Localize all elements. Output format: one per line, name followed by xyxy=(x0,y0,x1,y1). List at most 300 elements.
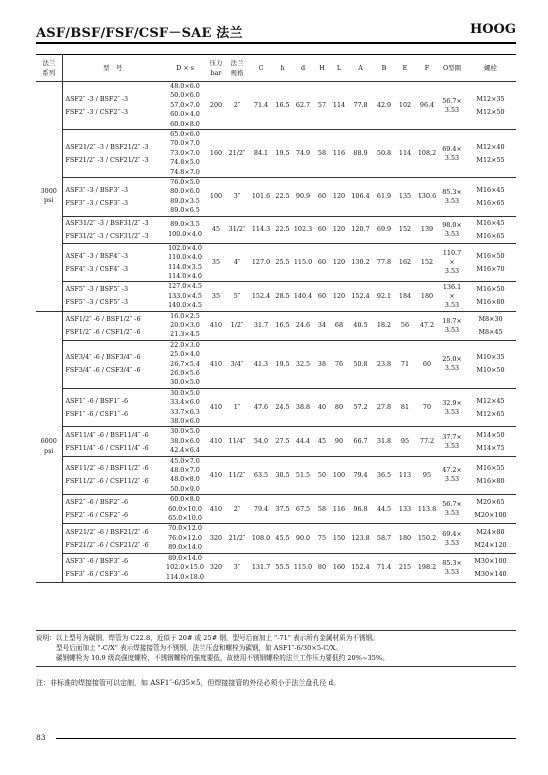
cell-bolt-line: M12×50 xyxy=(476,107,505,116)
cell-size-line: 74.8×7.0 xyxy=(170,167,200,176)
cell-oring xyxy=(439,495,465,524)
cell-size-line: 30.0×5.0 xyxy=(170,378,200,387)
cell-c: 152.4 xyxy=(249,282,273,311)
cell-model-line: FSF11/2″ -6 / CSF11/2″ -6 xyxy=(65,477,149,486)
cell-bolt-line: M16×65 xyxy=(476,198,505,207)
cell-b: 77.8 xyxy=(373,243,395,282)
cell-bolt xyxy=(465,282,516,311)
cell-oring-line: 37.7× xyxy=(442,432,462,441)
cell-size-line: 76.0×5.0 xyxy=(170,178,200,187)
note-line: 碳钢螺栓为 10.9 级高强度螺栓，不锈钢螺栓的强度要低，故使用不锈钢螺栓的法兰工作压力要低约 20%~35%。 xyxy=(56,654,389,662)
cell-flange-spec: 3/4″ xyxy=(225,340,249,388)
cell-size xyxy=(163,82,207,130)
cell-model-line: ASF11/2″ -6 / BSF11/2″ -6 xyxy=(65,464,149,473)
cell-a: 77.8 xyxy=(348,82,373,130)
cell-pressure: 410 xyxy=(207,388,225,427)
footer-rule xyxy=(56,738,516,739)
cell-model xyxy=(62,243,163,282)
cell-oring-line: 3.53 xyxy=(444,196,460,205)
cell-d: 115.0 xyxy=(292,553,314,582)
col-header-spec: 法兰 规格 xyxy=(225,55,249,82)
cell-l: 150 xyxy=(330,524,348,553)
cell-f: 130.6 xyxy=(415,178,439,217)
cell-b: 69.9 xyxy=(373,216,395,243)
series-label: psi xyxy=(44,446,54,455)
cell-size-line: 57.0×7.0 xyxy=(170,100,200,109)
cell-oring-line: 85.3× xyxy=(442,558,462,567)
cell-pressure: 410 xyxy=(207,495,225,524)
cell-l: 100 xyxy=(330,456,348,495)
cell-size-line: 33.7×6.3 xyxy=(170,407,200,416)
cell-bolt-line: M16×65 xyxy=(476,231,505,240)
cell-oring-line: 110.7 xyxy=(442,249,462,257)
cell-size-line: 80.0×6.0 xyxy=(170,187,200,196)
cell-size xyxy=(163,311,207,340)
cell-oring-line: 98.0× xyxy=(442,220,462,229)
cell-size-line: 26.7×5.4 xyxy=(170,359,200,368)
cell-oring xyxy=(439,524,465,553)
cell-l: 120 xyxy=(330,216,348,243)
cell-bolt xyxy=(465,495,516,524)
cell-d: 102.3 xyxy=(292,216,314,243)
cell-c: 127.0 xyxy=(249,243,273,282)
cell-model-line: FSF1/2″ -6 / CSF1/2″ -6 xyxy=(65,327,141,336)
cell-pressure: 160 xyxy=(207,130,225,178)
cell-a: 79.4 xyxy=(348,456,373,495)
col-header-h: h xyxy=(273,55,292,82)
cell-hh: 60 xyxy=(314,243,330,282)
cell-model-line: FSF4″ -3 / CSF4″ -3 xyxy=(65,264,129,273)
cell-oring xyxy=(439,282,465,311)
cell-l: 120 xyxy=(330,178,348,217)
cell-oring-line: 3.53 xyxy=(444,267,460,275)
cell-bolt-line: M24×120 xyxy=(474,540,507,549)
cell-f: 47.2 xyxy=(415,311,439,340)
cell-hh: 60 xyxy=(314,216,330,243)
cell-d: 44.4 xyxy=(292,427,314,456)
cell-oring xyxy=(439,340,465,388)
cell-bolt-line: M10×50 xyxy=(476,366,505,375)
cell-size-line: 38.0×6.0 xyxy=(170,436,200,445)
cell-l: 76 xyxy=(330,340,348,388)
cell-a: 123.8 xyxy=(348,524,373,553)
cell-size-line: 100.0×4.0 xyxy=(168,229,202,238)
cell-model-line: ASF1/2″ -6 / BSF1/2″ -6 xyxy=(65,314,141,323)
cell-size-line: 50.0×9.0 xyxy=(170,484,200,493)
cell-oring-line: 3.53 xyxy=(444,475,460,484)
col-header-bolt: 螺栓 xyxy=(465,55,516,82)
cell-bolt-line: M12×55 xyxy=(476,155,505,164)
cell-h: 27.5 xyxy=(273,427,292,456)
col-header-pressure: 压力 bar xyxy=(207,55,225,82)
cell-model xyxy=(62,456,163,495)
cell-flange-spec: 11/2″ xyxy=(225,456,249,495)
footnote: 注：非标准的焊接接管可以定制，如 ASF1″-6/35×5，但焊接接管的外径必须小于法兰盘孔径 d。 xyxy=(36,679,341,687)
cell-bolt-line: M30×100 xyxy=(474,556,507,565)
col-header-e: E xyxy=(395,55,415,82)
table-row xyxy=(36,282,516,311)
cell-b: 36.5 xyxy=(373,456,395,495)
cell-oring-line: 18.7× xyxy=(442,316,462,325)
cell-bolt xyxy=(465,553,516,582)
cell-size-line: 26.9×5.6 xyxy=(170,368,200,377)
cell-l: 120 xyxy=(330,282,348,311)
col-header-dxs: D × s xyxy=(163,55,207,82)
cell-e: 71 xyxy=(395,340,415,388)
cell-e: 113 xyxy=(395,456,415,495)
cell-bolt-line: M20×100 xyxy=(474,511,507,520)
cell-f: 198.2 xyxy=(415,553,439,582)
table-row xyxy=(36,216,516,243)
cell-oring-line: 3.53 xyxy=(444,441,460,450)
table-row xyxy=(36,553,516,582)
cell-a: 66.7 xyxy=(348,427,373,456)
cell-d: 90.9 xyxy=(292,178,314,217)
cell-pressure: 410 xyxy=(207,456,225,495)
cell-hh: 60 xyxy=(314,178,330,217)
cell-size-line: 70.0×12.0 xyxy=(168,524,202,533)
cell-bolt xyxy=(465,388,516,427)
cell-f: 180 xyxy=(415,282,439,311)
page-number: 83 xyxy=(36,733,46,742)
cell-oring xyxy=(439,178,465,217)
cell-h: 45.5 xyxy=(273,524,292,553)
cell-model xyxy=(62,495,163,524)
page-header xyxy=(36,22,516,42)
cell-size-line: 48.0×8.0 xyxy=(170,475,200,484)
table-row xyxy=(36,456,516,495)
cell-model-line: FSF21/2″ -6 / CSF21/2″ -6 xyxy=(65,540,149,549)
cell-size xyxy=(163,130,207,178)
cell-d: 74.9 xyxy=(292,130,314,178)
cell-f: 70 xyxy=(415,388,439,427)
cell-model-line: FSF31/2″ -3 / CSF31/2″ -3 xyxy=(65,231,149,240)
cell-oring-line: 3.53 xyxy=(444,567,460,576)
cell-model xyxy=(62,524,163,553)
cell-size xyxy=(163,524,207,553)
cell-b: 27.8 xyxy=(373,388,395,427)
cell-size-line: 48.0×7.0 xyxy=(170,466,200,475)
cell-d: 140.4 xyxy=(292,282,314,311)
cell-size-line: 114.0×18.0 xyxy=(166,572,204,581)
flange-spec-table xyxy=(36,54,516,583)
cell-d: 90.0 xyxy=(292,524,314,553)
cell-h: 22.5 xyxy=(273,178,292,217)
cell-model xyxy=(62,388,163,427)
cell-size xyxy=(163,340,207,388)
cell-model-line: FSF2″ -6 / CSF2″ -6 xyxy=(65,511,129,520)
cell-bolt-line: M20×65 xyxy=(476,498,505,507)
cell-bolt xyxy=(465,427,516,456)
cell-c: 54.0 xyxy=(249,427,273,456)
cell-l: 80 xyxy=(330,388,348,427)
cell-oring-line: 56.7× xyxy=(442,500,462,509)
cell-oring xyxy=(439,216,465,243)
cell-model-line: ASF21/2″ -3 / BSF21/2″ -3 xyxy=(65,142,149,151)
cell-oring xyxy=(439,311,465,340)
cell-hh: 45 xyxy=(314,427,330,456)
cell-bolt xyxy=(465,243,516,282)
table-row xyxy=(36,130,516,178)
cell-oring-line: 69.4× xyxy=(442,144,462,153)
cell-c: 71.4 xyxy=(249,82,273,130)
cell-bolt xyxy=(465,340,516,388)
cell-size-line: 30.0×5.0 xyxy=(170,388,200,397)
cell-size-line: 73.0×7.0 xyxy=(170,148,200,157)
cell-model xyxy=(62,216,163,243)
cell-bolt-line: M16×45 xyxy=(476,185,505,194)
cell-hh: 50 xyxy=(314,456,330,495)
cell-model-line: FSF3″ -3 / CSF3″ -3 xyxy=(65,198,129,207)
cell-oring-line: 3.53 xyxy=(444,538,460,547)
cell-model-line: FSF3/4″ -6 / CSF3/4″ -6 xyxy=(65,366,141,375)
cell-f: 95 xyxy=(415,456,439,495)
cell-model xyxy=(62,282,163,311)
table-header-row xyxy=(36,55,516,82)
cell-size-line: 76.0×12.0 xyxy=(168,533,202,542)
cell-bolt xyxy=(465,524,516,553)
cell-oring-line: 85.3× xyxy=(442,187,462,196)
col-header-hh: H xyxy=(314,55,330,82)
cell-flange-spec: 3″ xyxy=(225,178,249,217)
cell-e: 95 xyxy=(395,427,415,456)
cell-flange-spec: 2″ xyxy=(225,495,249,524)
cell-size-line: 22.0×3.0 xyxy=(170,340,200,349)
cell-h: 24.5 xyxy=(273,388,292,427)
cell-a: 152.4 xyxy=(348,282,373,311)
cell-l: 116 xyxy=(330,495,348,524)
cell-d: 24.6 xyxy=(292,311,314,340)
cell-size-line: 65.0×6.0 xyxy=(170,130,200,139)
table-row xyxy=(36,495,516,524)
cell-oring xyxy=(439,388,465,427)
cell-size-line: 60.0×8.0 xyxy=(170,119,200,128)
cell-pressure: 35 xyxy=(207,243,225,282)
cell-d: 32.5 xyxy=(292,340,314,388)
cell-bolt-line: M12×45 xyxy=(476,396,505,405)
cell-bolt xyxy=(465,456,516,495)
cell-oring xyxy=(439,243,465,282)
cell-b: 18.2 xyxy=(373,311,395,340)
cell-pressure: 45 xyxy=(207,216,225,243)
cell-bolt-line: M24×80 xyxy=(476,527,505,536)
cell-model-line: ASF3″ -6 / BSF3″ -6 xyxy=(65,556,129,565)
cell-flange-spec: 3″ xyxy=(225,553,249,582)
cell-model xyxy=(62,553,163,582)
cell-d: 51.5 xyxy=(292,456,314,495)
cell-flange-spec: 21/2″ xyxy=(225,130,249,178)
cell-model-line: FSF11/4″ -6 / CSF11/4″ -6 xyxy=(65,443,149,452)
cell-oring xyxy=(439,456,465,495)
cell-e: 114 xyxy=(395,130,415,178)
cell-e: 81 xyxy=(395,388,415,427)
cell-model-line: FSF3″ -6 / CSF3″ -6 xyxy=(65,569,129,578)
cell-flange-spec: 1″ xyxy=(225,388,249,427)
cell-a: 120.7 xyxy=(348,216,373,243)
cell-f: 77.2 xyxy=(415,427,439,456)
cell-size-line: 65.0×10.0 xyxy=(168,514,202,523)
cell-c: 47.6 xyxy=(249,388,273,427)
cell-hh: 40 xyxy=(314,388,330,427)
table-row xyxy=(36,524,516,553)
cell-oring-line: 3.53 xyxy=(444,105,460,114)
cell-f: 113.8 xyxy=(415,495,439,524)
cell-b: 23.8 xyxy=(373,340,395,388)
cell-model xyxy=(62,427,163,456)
cell-bolt xyxy=(465,216,516,243)
cell-pressure: 320 xyxy=(207,524,225,553)
cell-a: 57.2 xyxy=(348,388,373,427)
cell-size-line: 16.0×2.5 xyxy=(170,311,200,320)
series-label: 6000 xyxy=(40,437,57,446)
cell-h: 19.5 xyxy=(273,340,292,388)
cell-size-line: 89.0×3.5 xyxy=(170,196,200,205)
cell-model-line: ASF11/4″ -6 / BSF11/4″ -6 xyxy=(65,430,149,439)
cell-bolt-line: M8×30 xyxy=(478,314,503,323)
cell-size xyxy=(163,178,207,217)
cell-l: 68 xyxy=(330,311,348,340)
cell-size xyxy=(163,553,207,582)
cell-series xyxy=(36,82,62,312)
cell-oring-line: 56.7× xyxy=(442,96,462,105)
cell-hh: 75 xyxy=(314,524,330,553)
col-header-b: B xyxy=(373,55,395,82)
cell-bolt-line: M12×35 xyxy=(476,94,505,103)
cell-bolt-line: M16×50 xyxy=(476,251,505,260)
cell-h: 25.5 xyxy=(273,243,292,282)
cell-pressure: 200 xyxy=(207,82,225,130)
cell-size-line: 114.0×4.0 xyxy=(168,271,202,280)
cell-model-line: FSF5″ -3 / CSF5″ -3 xyxy=(65,298,129,307)
col-header-series: 法兰 系列 xyxy=(36,55,62,82)
col-header-d: d xyxy=(292,55,314,82)
cell-oring-line: 136.1 xyxy=(442,282,462,291)
cell-model-line: ASF4″ -3 / BSF4″ -3 xyxy=(65,251,129,260)
cell-pressure: 410 xyxy=(207,311,225,340)
cell-b: 31.8 xyxy=(373,427,395,456)
brand-logo-text: HOOG xyxy=(469,22,516,37)
cell-hh: 57 xyxy=(314,82,330,130)
table-row xyxy=(36,243,516,282)
cell-model-line: FSF21/2″ -3 / CSF21/2″ -3 xyxy=(65,155,149,164)
series-label: psi xyxy=(44,196,54,205)
cell-a: 152.4 xyxy=(348,553,373,582)
cell-size-line: 42.4×6.4 xyxy=(170,446,200,455)
cell-oring-line: × xyxy=(449,258,455,266)
cell-a: 88.9 xyxy=(348,130,373,178)
cell-size-line: 133.0×4.5 xyxy=(168,291,202,300)
cell-oring-line: 3.53 xyxy=(444,407,460,416)
cell-model-line: ASF2″ -6 / BSF2″ -6 xyxy=(65,498,129,507)
cell-c: 31.7 xyxy=(249,311,273,340)
cell-hh: 60 xyxy=(314,282,330,311)
cell-size xyxy=(163,243,207,282)
cell-flange-spec: 4″ xyxy=(225,243,249,282)
cell-oring xyxy=(439,427,465,456)
cell-size xyxy=(163,495,207,524)
cell-bolt-line: M14×50 xyxy=(476,430,505,439)
cell-size-line: 127.0×4.5 xyxy=(168,282,202,291)
cell-f: 108.2 xyxy=(415,130,439,178)
cell-c: 114.3 xyxy=(249,216,273,243)
col-header-c: C xyxy=(249,55,273,82)
cell-size-line: 114.0×3.5 xyxy=(168,262,202,271)
cell-h: 37.5 xyxy=(273,495,292,524)
cell-bolt-line: M12×40 xyxy=(476,142,505,151)
col-header-l: L xyxy=(330,55,348,82)
cell-model-line: ASF3″ -3 / BSF3″ -3 xyxy=(65,185,129,194)
cell-e: 135 xyxy=(395,178,415,217)
cell-bolt-line: M16×45 xyxy=(476,218,505,227)
cell-d: 115.0 xyxy=(292,243,314,282)
cell-size xyxy=(163,427,207,456)
cell-c: 79.4 xyxy=(249,495,273,524)
cell-oring xyxy=(439,553,465,582)
cell-a: 96.8 xyxy=(348,495,373,524)
table-row xyxy=(36,427,516,456)
cell-size-line: 38.0×6.0 xyxy=(170,417,200,425)
cell-e: 215 xyxy=(395,553,415,582)
cell-size-line: 89.0×14.0 xyxy=(168,553,202,562)
cell-l: 160 xyxy=(330,553,348,582)
cell-h: 28.5 xyxy=(273,282,292,311)
table-row xyxy=(36,178,516,217)
cell-pressure: 100 xyxy=(207,178,225,217)
table-row xyxy=(36,388,516,427)
cell-flange-spec: 11/4″ xyxy=(225,427,249,456)
series-label: 3000 xyxy=(40,186,57,195)
cell-model-line: ASF2″ -3 / BSF2″ -3 xyxy=(65,94,129,103)
cell-oring-line: 3.53 xyxy=(444,229,460,238)
cell-model-line: FSF1″ -6 / CSF1″ -6 xyxy=(65,409,129,418)
cell-pressure: 410 xyxy=(207,340,225,388)
table-row xyxy=(36,82,516,130)
cell-model-line: ASF3/4″ -6 / BSF3/4″ -6 xyxy=(65,353,141,362)
cell-pressure: 410 xyxy=(207,427,225,456)
note-line: 说明：以上型号为碳钢，焊管为 C22.8，近似于 20# 或 25# 钢，型号后面加上 "-71" 表示所有金属材质为不锈钢。 xyxy=(36,634,379,642)
cell-flange-spec: 31/2″ xyxy=(225,216,249,243)
cell-size xyxy=(163,282,207,311)
cell-h: 30.5 xyxy=(273,456,292,495)
cell-bolt xyxy=(465,311,516,340)
cell-e: 180 xyxy=(395,524,415,553)
cell-size-line: 60.0×8.0 xyxy=(170,495,200,504)
cell-b: 71.4 xyxy=(373,553,395,582)
cell-a: 106.4 xyxy=(348,178,373,217)
cell-a: 50.8 xyxy=(348,340,373,388)
cell-h: 55.5 xyxy=(273,553,292,582)
cell-c: 108.0 xyxy=(249,524,273,553)
cell-oring-line: 3.53 xyxy=(444,153,460,162)
cell-h: 16.5 xyxy=(273,311,292,340)
cell-h: 19.5 xyxy=(273,130,292,178)
cell-flange-spec: 5″ xyxy=(225,282,249,311)
cell-model xyxy=(62,311,163,340)
cell-size-line: 60.0×4.0 xyxy=(170,110,200,119)
cell-b: 58.7 xyxy=(373,524,395,553)
cell-model xyxy=(62,340,163,388)
cell-hh: 80 xyxy=(314,553,330,582)
table-row xyxy=(36,340,516,388)
cell-bolt xyxy=(465,82,516,130)
cell-e: 162 xyxy=(395,243,415,282)
cell-f: 60 xyxy=(415,340,439,388)
cell-size-line: 25.0×4.0 xyxy=(170,350,200,359)
cell-f: 150.2 xyxy=(415,524,439,553)
cell-flange-spec: 1/2″ xyxy=(225,311,249,340)
cell-oring-line: 25.0× xyxy=(442,355,462,364)
cell-flange-spec: 2″ xyxy=(225,82,249,130)
